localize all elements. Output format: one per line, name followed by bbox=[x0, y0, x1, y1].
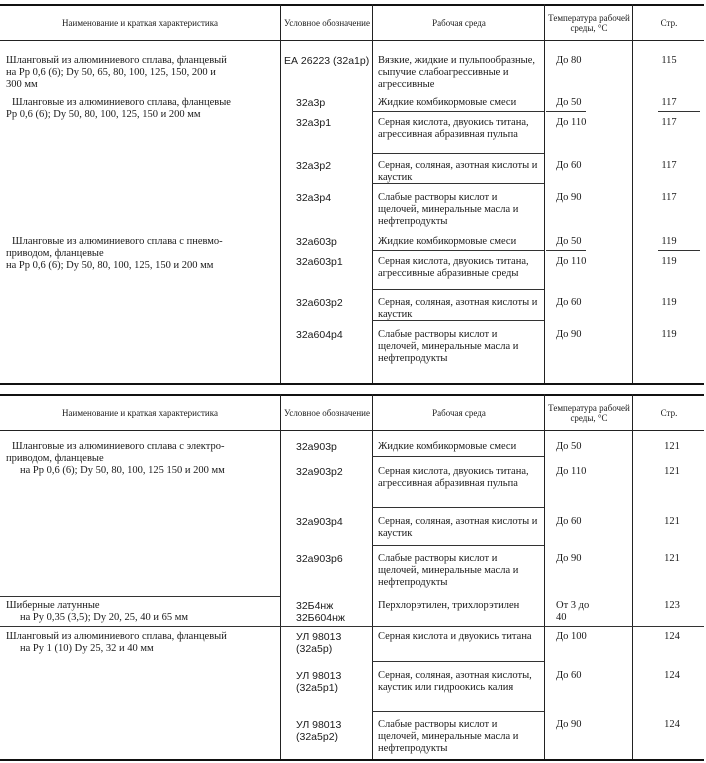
designation-code: 32а3р2 bbox=[296, 160, 332, 172]
header-designation: Условное обозначение bbox=[284, 408, 370, 418]
page-number: 119 bbox=[661, 297, 677, 308]
header-designation: Условное обозначение bbox=[284, 18, 370, 28]
working-medium: Серная, соляная, азотная кислоты и каустик bbox=[378, 516, 538, 539]
temperature: До 50 bbox=[556, 97, 582, 108]
page-number: 117 bbox=[661, 192, 677, 203]
page-number: 124 bbox=[664, 670, 680, 681]
temperature: До 90 bbox=[556, 192, 582, 203]
page-number: 121 bbox=[664, 466, 680, 477]
temperature: До 50 bbox=[556, 236, 582, 247]
page-number: 119 bbox=[661, 256, 677, 267]
designation-code: 32а903р4 bbox=[296, 516, 343, 528]
designation-code: 32а3р4 bbox=[296, 192, 332, 204]
working-medium: Перхлорэтилен, трихлорэтилен bbox=[378, 600, 520, 611]
group-description: Шланговые из алюминиевого сплава с пневмо- приводом, фланцевые на Pр 0,6 (6); Dу 50, 80, 100, 125, 150 и 200 мм bbox=[6, 236, 223, 271]
group-description: Шиберные латунные на Pу 0,35 (3,5); Dу 20, 25, 40 и 65 мм bbox=[6, 600, 189, 623]
page-number: 115 bbox=[661, 55, 677, 66]
header-temperature: Температура рабочей среды, °С bbox=[548, 403, 630, 423]
group-description: Шланговый из алюминиевого сплава, фланцевый на Pр 0,6 (6); Dу 50, 65, 80, 100, 125, 150, 200 и 300 мм bbox=[6, 55, 227, 90]
temperature: До 90 bbox=[556, 553, 582, 564]
temperature: До 110 bbox=[556, 117, 587, 128]
working-medium: Серная, соляная, азотная кислоты и каустик bbox=[378, 297, 538, 320]
designation-code: 32а603р1 bbox=[296, 256, 343, 268]
working-medium: Серная кислота, двуокись титана, агрессивная абразивная пульпа bbox=[378, 466, 529, 489]
designation-code: 32а604р4 bbox=[296, 329, 343, 341]
designation-code: УЛ 98013 (32а5р2) bbox=[296, 719, 342, 743]
temperature: До 50 bbox=[556, 441, 582, 452]
temperature: До 110 bbox=[556, 466, 587, 477]
designation-code: 32а903р2 bbox=[296, 466, 343, 478]
page-number: 117 bbox=[661, 160, 677, 171]
designation-code: 32Б4нж 32Б604нж bbox=[296, 600, 345, 624]
header-name: Наименование и краткая характеристика bbox=[62, 408, 218, 418]
working-medium: Слабые растворы кислот и щелочей, минеральные масла и нефтепродукты bbox=[378, 719, 519, 754]
header-name: Наименование и краткая характеристика bbox=[62, 18, 218, 28]
temperature: До 60 bbox=[556, 297, 582, 308]
page-number: 117 bbox=[661, 97, 677, 108]
working-medium: Серная, соляная, азотная кислоты, каустик или гидроокись калия bbox=[378, 670, 532, 693]
group-description: Шланговые из алюминиевого сплава, фланцевые Pр 0,6 (6); Dу 50, 80, 100, 125, 150 и 200 мм bbox=[6, 97, 231, 120]
temperature: До 60 bbox=[556, 516, 582, 527]
working-medium: Жидкие комбикормовые смеси bbox=[378, 97, 517, 108]
working-medium: Жидкие комбикормовые смеси bbox=[378, 441, 517, 452]
designation-code: ЕА 26223 (32а1р) bbox=[284, 55, 370, 67]
group-description: Шланговый из алюминиевого сплава, фланцевый на Pу 1 (10) Dу 25, 32 и 40 мм bbox=[6, 631, 227, 654]
working-medium: Слабые растворы кислот и щелочей, минеральные масла и нефтепродукты bbox=[378, 329, 519, 364]
header-page: Стр. bbox=[660, 408, 678, 418]
page-number: 121 bbox=[664, 553, 680, 564]
page-number: 124 bbox=[664, 719, 680, 730]
designation-code: УЛ 98013 (32а5р1) bbox=[296, 670, 342, 694]
designation-code: 32а903р bbox=[296, 441, 337, 453]
working-medium: Серная кислота и двуокись титана bbox=[378, 631, 532, 642]
designation-code: 32а3р bbox=[296, 97, 326, 109]
working-medium: Серная кислота, двуокись титана, агрессивная абразивная пульпа bbox=[378, 117, 529, 140]
page-number: 121 bbox=[664, 441, 680, 452]
working-medium: Жидкие комбикормовые смеси bbox=[378, 236, 517, 247]
designation-code: 32а603р bbox=[296, 236, 337, 248]
temperature: До 100 bbox=[556, 631, 587, 642]
header-temperature: Температура рабочей среды, °С bbox=[548, 13, 630, 33]
temperature: До 90 bbox=[556, 719, 582, 730]
temperature: До 90 bbox=[556, 329, 582, 340]
page-number: 117 bbox=[661, 117, 677, 128]
page-number: 123 bbox=[664, 600, 680, 611]
page-number: 119 bbox=[661, 329, 677, 340]
page-number: 121 bbox=[664, 516, 680, 527]
designation-code: УЛ 98013 (32а5р) bbox=[296, 631, 342, 655]
working-medium: Вязкие, жидкие и пульпообразные, сыпучие слабоагрессивные и агрессивные bbox=[378, 55, 535, 90]
header-medium: Рабочая среда bbox=[432, 18, 486, 28]
temperature: До 60 bbox=[556, 670, 582, 681]
working-medium: Серная кислота, двуокись титана, агрессивные абразивные среды bbox=[378, 256, 529, 279]
temperature: До 110 bbox=[556, 256, 587, 267]
designation-code: 32а903р6 bbox=[296, 553, 343, 565]
working-medium: Серная, соляная, азотная кислоты и каустик bbox=[378, 160, 538, 183]
temperature: До 80 bbox=[556, 55, 582, 66]
group-description: Шланговые из алюминиевого сплава с электро- приводом, фланцевые на Pр 0,6 (6); Dу 50, 80, 100, 125 150 и 200 мм bbox=[6, 441, 225, 476]
working-medium: Слабые растворы кислот и щелочей, минеральные масла и нефтепродукты bbox=[378, 553, 519, 588]
header-medium: Рабочая среда bbox=[432, 408, 486, 418]
temperature: От 3 до 40 bbox=[556, 600, 590, 623]
working-medium: Слабые растворы кислот и щелочей, минеральные масла и нефтепродукты bbox=[378, 192, 519, 227]
header-page: Стр. bbox=[660, 18, 678, 28]
designation-code: 32а3р1 bbox=[296, 117, 332, 129]
page-number: 124 bbox=[664, 631, 680, 642]
temperature: До 60 bbox=[556, 160, 582, 171]
designation-code: 32а603р2 bbox=[296, 297, 343, 309]
page-number: 119 bbox=[661, 236, 677, 247]
